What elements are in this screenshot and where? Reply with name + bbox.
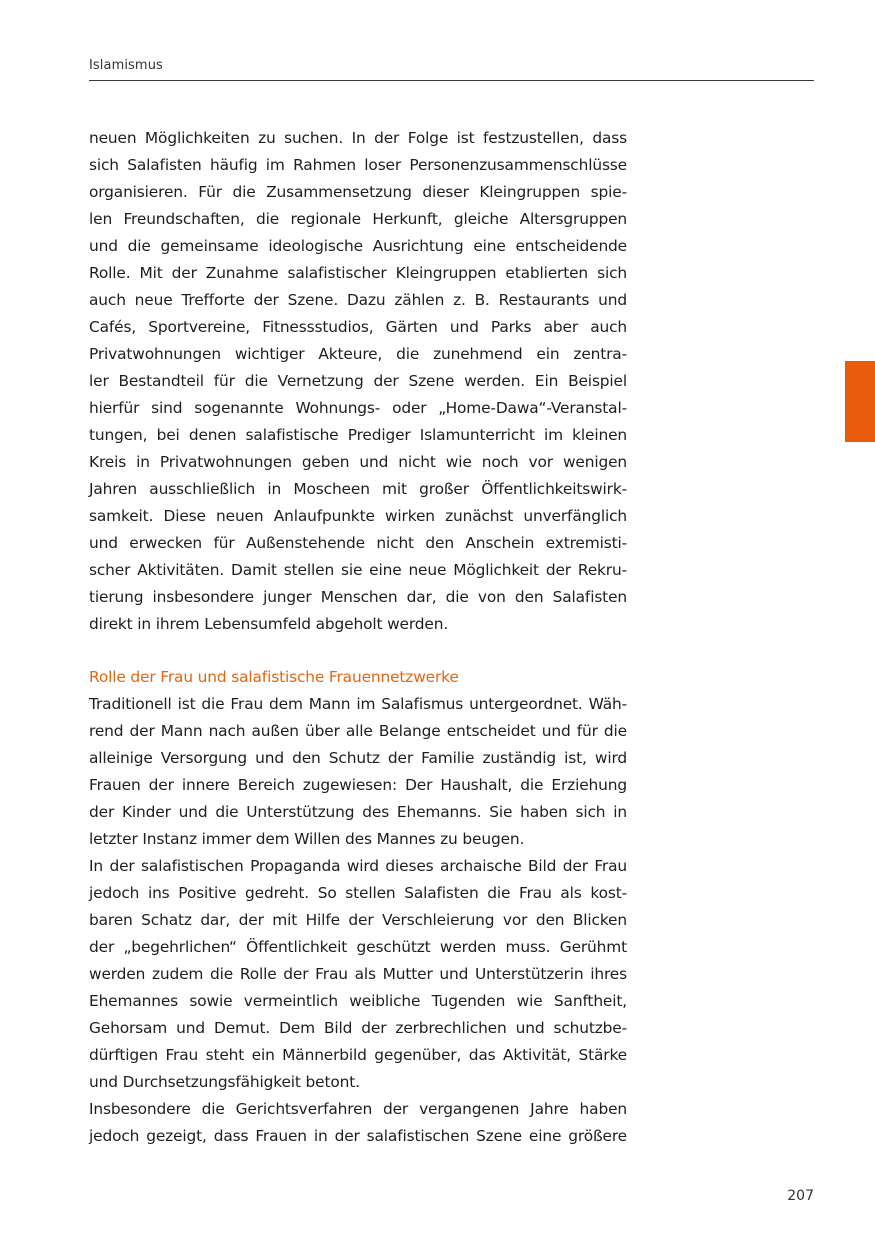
- text-line: len Freundschaften, die regionale Herkunft, gleiche Altersgruppen: [89, 210, 627, 228]
- page-number: 207: [787, 1188, 814, 1204]
- text-line: ler Bestandteil für die Vernetzung der Szene werden. Ein Beispiel: [89, 372, 627, 390]
- text-line: letzter Instanz immer dem Willen des Mannes zu beugen.: [89, 830, 525, 848]
- text-line: baren Schatz dar, der mit Hilfe der Verschleierung vor den Blicken: [89, 911, 627, 929]
- text-line: hierfür sind sogenannte Wohnungs- oder „Home-Dawa“-Veranstal-: [89, 399, 627, 417]
- text-line: auch neue Trefforte der Szene. Dazu zählen z. B. Restaurants und: [89, 291, 627, 309]
- text-line: samkeit. Diese neuen Anlaufpunkte wirken zunächst unverfänglich: [89, 507, 627, 525]
- section-heading: Rolle der Frau und salafistische Frauennetzwerke: [89, 668, 459, 686]
- paragraph: [89, 691, 627, 853]
- text-line: In der salafistischen Propaganda wird dieses archaische Bild der Frau: [89, 857, 627, 875]
- chapter-tab-marker: [845, 361, 875, 442]
- text-line: scher Aktivitäten. Damit stellen sie eine neue Möglichkeit der Rekru-: [89, 561, 627, 579]
- text-line: Ehemannes sowie vermeintlich weibliche Tugenden wie Sanftheit,: [89, 992, 627, 1010]
- text-line: Rolle. Mit der Zunahme salafistischer Kleingruppen etablierten sich: [89, 264, 627, 282]
- text-line: tungen, bei denen salafistische Prediger Islamunterricht im kleinen: [89, 426, 627, 444]
- running-header: [89, 56, 814, 81]
- text-line: tierung insbesondere junger Menschen dar, die von den Salafisten: [89, 588, 627, 606]
- text-line: und die gemeinsame ideologische Ausrichtung eine entscheidende: [89, 237, 627, 255]
- body-text: [89, 125, 627, 1150]
- paragraph: [89, 853, 627, 1096]
- text-line: organisieren. Für die Zusammensetzung dieser Kleingruppen spie-: [89, 183, 627, 201]
- text-line: Insbesondere die Gerichtsverfahren der vergangenen Jahre haben: [89, 1100, 627, 1118]
- paragraph-gap: [89, 638, 627, 664]
- text-line: dürftigen Frau steht ein Männerbild gegenüber, das Aktivität, Stärke: [89, 1046, 627, 1064]
- text-line: direkt in ihrem Lebensumfeld abgeholt werden.: [89, 615, 449, 633]
- text-line: jedoch gezeigt, dass Frauen in der salafistischen Szene eine größere: [89, 1127, 627, 1145]
- text-line: sich Salafisten häufig im Rahmen loser Personenzusammenschlüsse: [89, 156, 627, 174]
- text-line: der Kinder und die Unterstützung des Ehemanns. Sie haben sich in: [89, 803, 627, 821]
- text-line: Jahren ausschließlich in Moscheen mit großer Öffentlichkeitswirk-: [89, 480, 627, 498]
- text-line: rend der Mann nach außen über alle Belange entscheidet und für die: [89, 722, 627, 740]
- text-line: Cafés, Sportvereine, Fitnessstudios, Gärten und Parks aber auch: [89, 318, 627, 336]
- paragraph: [89, 1096, 627, 1150]
- text-line: der „begehrlichen“ Öffentlichkeit geschützt werden muss. Gerühmt: [89, 938, 627, 956]
- text-line: Gehorsam und Demut. Dem Bild der zerbrechlichen und schutzbe-: [89, 1019, 627, 1037]
- text-line: und erwecken für Außenstehende nicht den Anschein extremisti-: [89, 534, 627, 552]
- text-line: werden zudem die Rolle der Frau als Mutter und Unterstützerin ihres: [89, 965, 627, 983]
- text-line: jedoch ins Positive gedreht. So stellen Salafisten die Frau als kost-: [89, 884, 627, 902]
- text-line: alleinige Versorgung und den Schutz der Familie zuständig ist, wird: [89, 749, 627, 767]
- text-line: neuen Möglichkeiten zu suchen. In der Folge ist festzustellen, dass: [89, 129, 627, 147]
- text-line: Kreis in Privatwohnungen geben und nicht wie noch vor wenigen: [89, 453, 627, 471]
- text-line: Traditionell ist die Frau dem Mann im Salafismus untergeordnet. Wäh-: [89, 695, 627, 713]
- running-header-title: Islamismus: [89, 58, 163, 73]
- text-line: Privatwohnungen wichtiger Akteure, die zunehmend ein zentra-: [89, 345, 627, 363]
- text-line: Frauen der innere Bereich zugewiesen: Der Haushalt, die Erziehung: [89, 776, 627, 794]
- paragraph: [89, 125, 627, 638]
- text-line: und Durchsetzungsfähigkeit betont.: [89, 1073, 360, 1091]
